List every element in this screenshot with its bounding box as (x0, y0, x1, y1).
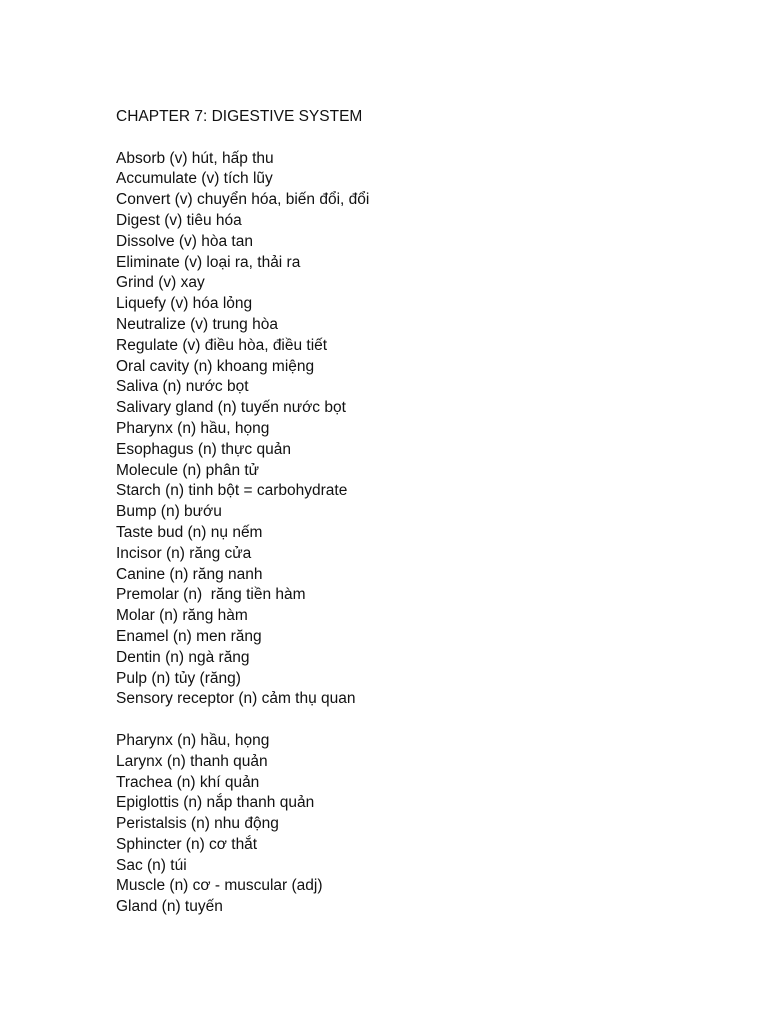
vocab-line: Pulp (n) tủy (răng) (116, 669, 241, 687)
vocab-line: Accumulate (v) tích lũy (116, 170, 273, 188)
vocab-line: Salivary gland (n) tuyến nước bọt (116, 399, 346, 417)
vocab-line: Molar (n) răng hàm (116, 607, 248, 625)
vocab-line: Epiglottis (n) nắp thanh quản (116, 794, 315, 812)
page-title: CHAPTER 7: DIGESTIVE SYSTEM (116, 108, 363, 125)
vocab-line: Molecule (n) phân tử (116, 461, 260, 479)
vocab-line: Neutralize (v) trung hòa (116, 315, 278, 333)
vocab-line: Enamel (n) men răng (116, 627, 262, 645)
vocab-line: Esophagus (n) thực quản (116, 440, 291, 458)
vocab-line: Muscle (n) cơ - muscular (adj) (116, 877, 323, 895)
vocab-line: Bump (n) bướu (116, 503, 222, 521)
vocab-line: Liquefy (v) hóa lỏng (116, 295, 253, 313)
vocab-line: Dentin (n) ngà răng (116, 648, 250, 666)
vocab-line: Absorb (v) hút, hấp thu (116, 149, 274, 167)
vocab-line: Canine (n) răng nanh (116, 565, 263, 583)
vocab-line: Oral cavity (n) khoang miệng (116, 357, 315, 375)
vocab-line: Digest (v) tiêu hóa (116, 211, 242, 229)
vocab-line: Sphincter (n) cơ thắt (116, 835, 258, 853)
vocab-line: Sensory receptor (n) cảm thụ quan (116, 690, 356, 708)
vocab-line: Sac (n) túi (116, 856, 187, 874)
vocab-line: Starch (n) tinh bột = carbohydrate (116, 482, 348, 500)
blank-line (116, 128, 716, 149)
vocab-line: Convert (v) chuyển hóa, biến đổi, đổi (116, 191, 370, 209)
vocab-line: Pharynx (n) hầu, họng (116, 731, 270, 749)
vocab-line: Larynx (n) thanh quản (116, 752, 268, 770)
vocab-line: Eliminate (v) loại ra, thải ra (116, 253, 301, 271)
blank-line (116, 710, 716, 731)
vocab-line: Dissolve (v) hòa tan (116, 232, 253, 250)
vocab-line: Premolar (n) răng tiền hàm (116, 586, 306, 604)
vocab-line: Incisor (n) răng cửa (116, 544, 252, 562)
vocab-line: Trachea (n) khí quản (116, 773, 260, 791)
vocab-line: Grind (v) xay (116, 274, 205, 292)
vocab-line: Gland (n) tuyến (116, 898, 223, 916)
document-page (116, 107, 716, 918)
vocab-line: Peristalsis (n) nhu động (116, 815, 279, 833)
vocab-line: Regulate (v) điều hòa, điều tiết (116, 336, 328, 354)
vocab-section-2 (116, 731, 716, 918)
vocab-section-1 (116, 149, 716, 711)
vocab-line: Saliva (n) nước bọt (116, 378, 249, 396)
vocab-line: Taste bud (n) nụ nếm (116, 523, 263, 541)
vocab-line: Pharynx (n) hầu, họng (116, 419, 270, 437)
